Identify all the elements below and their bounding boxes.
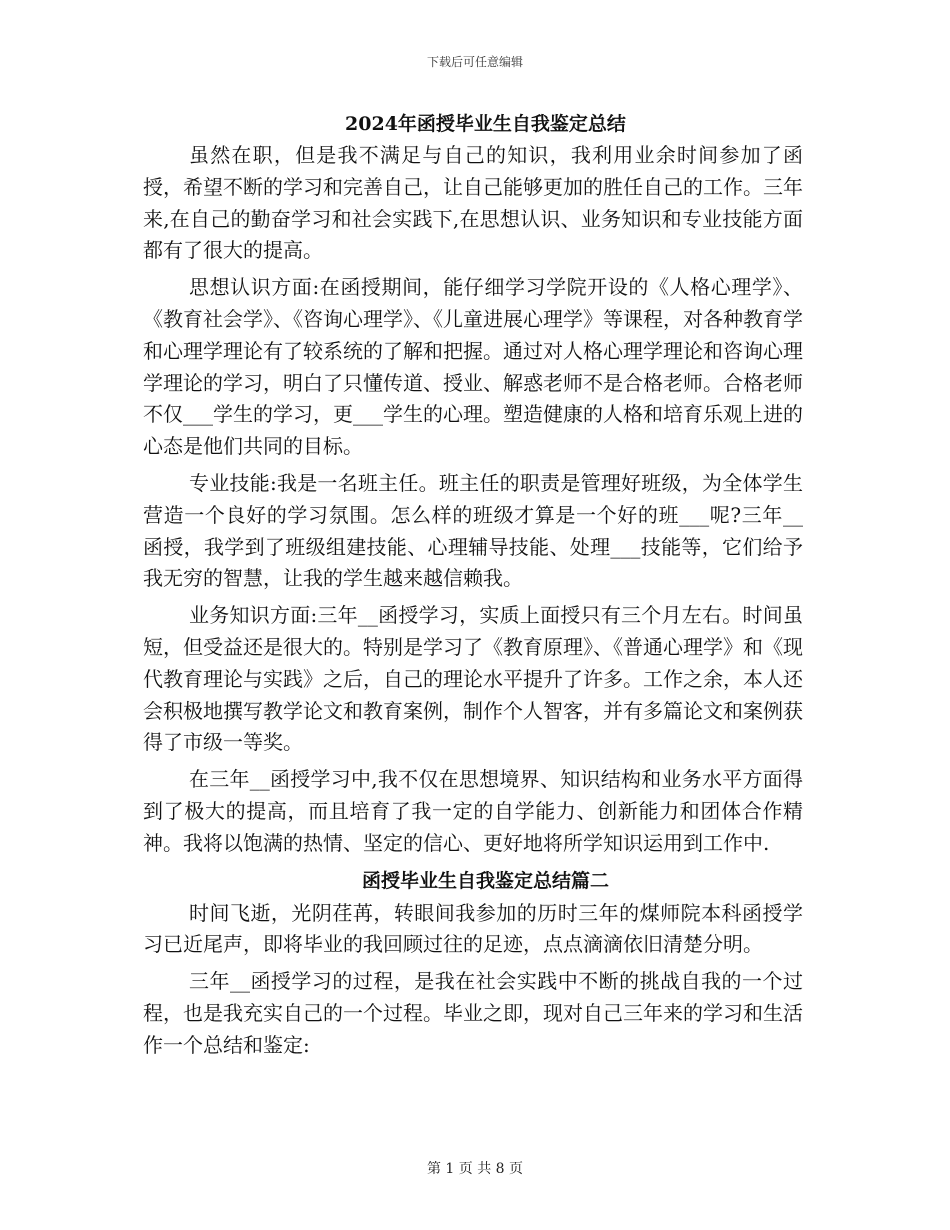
paragraph-conclusion: 在三年__函授学习中,我不仅在思想境界、知识结构和业务水平方面得到了极大的提高，而且培育了我一定的自学能力、创新能力和团体合作精神。我将以饱满的热情、坚定的信心、更好地将所学知识运用到工作中.	[143, 767, 803, 855]
section2-paragraph-2: 三年__函授学习的过程，是我在社会实践中不断的挑战自我的一个过程，也是我充实自己的一个过程。毕业之即，现对自己三年来的学习和生活作一个总结和鉴定:	[143, 969, 803, 1057]
section2-paragraph-1: 时间飞逝，光阴荏苒，转眼间我参加的历时三年的煤师院本科函授学习已近尾声，即将毕业的我回顾过往的足迹，点点滴滴依旧清楚分明。	[143, 900, 803, 957]
document-title: 2024年函授毕业生自我鉴定总结	[345, 113, 626, 135]
paragraph-knowledge: 业务知识方面:三年__函授学习，实质上面授只有三个月左右。时间虽短，但受益还是很大的。特别是学习了《教育原理》、《普通心理学》和《现代教育理论与实践》之后，自己的理论水平提升了许多。工作之余，本人还会积极地撰写教学论文和教育案例，制作个人智客，并有多篇论文和案例获得了市级一等奖。	[143, 603, 803, 755]
paragraph-skills: 专业技能:我是一名班主任。班主任的职责是管理好班级，为全体学生营造一个良好的学习氛围。怎么样的班级才算是一个好的班___呢?三年__函授，我学到了班级组建技能、心理辅导技能、处理___技能等，它们给予我无穷的智慧，让我的学生越来越信赖我。	[143, 470, 803, 591]
header-note: 下载后可任意编辑	[426, 55, 523, 69]
paragraph-intro: 虽然在职，但是我不满足与自己的知识，我利用业余时间参加了函授，希望不断的学习和完善自己，让自己能够更加的胜任自己的工作。三年来,在自己的勤奋学习和社会实践下,在思想认识、业务知识和专业技能方面都有了很大的提高。	[143, 143, 803, 263]
document-body	[143, 108, 803, 1062]
section2-title: 函授毕业生自我鉴定总结篇二	[361, 869, 609, 892]
paragraph-thinking: 思想认识方面:在函授期间，能仔细学习学院开设的《人格心理学》、《教育社会学》、《咨询心理学》、《儿童进展心理学》等课程，对各种教育学和心理学理论有了较系统的了解和把握。通过对人格心理学理论和咨询心理学理论的学习，明白了只懂传道、授业、解惑老师不是合格老师。合格老师不仅___学生的学习，更___学生的心理。塑造健康的人格和培育乐观上进的心态是他们共同的目标。	[143, 275, 803, 459]
page-footer: 第 1 页 共 8 页	[426, 1161, 524, 1177]
